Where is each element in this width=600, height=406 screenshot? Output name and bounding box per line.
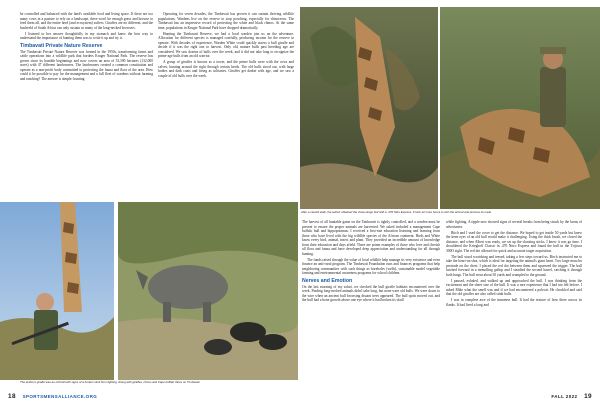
bottom-middle-column — [302, 220, 440, 304]
photo-caption: After a careful stalk, the author obtained the close-range bull with a .470 Nitro Express. It took 12 more hours to skin the animal and process its meat. — [301, 210, 492, 214]
paragraph: The bull stood scratching and tensed, taking a few steps toward us. Birch instructed me to take the heart-on shot, which is ideal for targeting the animal's giant heart. Two large muscles protrude on the chest. I placed the red dot between them and squeezed the trigger. The bull lurched forward in a tremolling gallop and I steadied the second barrel, catching it through both lungs. The bull went about 50 yards and crumpled to the ground. — [446, 254, 582, 277]
paragraph: The Timbavati Private Nature Reserve was formed in the 1950s, transforming farms and cattle operations into a wildlife park that borders Kruger National Park. The reserve has grown since its humble beginnings and now covers an area of 53,390 hectares (132,000 acres) with 47 different landowners. The landowners created a common constitution and operate as a non-profit body committed to protecting the fauna and flora of the area. How could it be possible to pay for the management and a full fleet of wardens without farming and ranching? The answer is simple: hunting. — [20, 49, 153, 81]
paragraph: I was in complete awe of the immense bull. It had the texture of how there across its flanks. It had lived a long and — [446, 298, 582, 307]
issue-label: FALL 2022 — [551, 394, 578, 399]
site-name: SPORTSMENSALLIANCE.ORG — [22, 394, 98, 399]
paragraph: On the last morning of my safari, we checked the bull giraffe habitats encountered over the week. Finding long-necked animals didn't take long, but none were old bulls. We were down to the wire when an ancient bull browsing distant trees appeared. The bull spots moved out, and the bull had a bone growth above one eye where it had broken its skull — [302, 284, 440, 302]
paragraph: be controlled and balanced with the land's available food and living space. If there are too many cows in a pasture to rely on a landscape, there won't be enough grass and browse to feed them all, and the entire herd (and ecosystem) suffers. Giraffes are no different, and the bushveld of South Africa can only sustain so many of the long-necked browsers. — [20, 12, 153, 30]
section-heading: Timbavati Private Nature Reserve — [20, 42, 103, 49]
paragraph: The funds raised through the value of local wildlife help manage its very existence and even finance an anti-rural program. The Timbavati Foundation runs and finances programs that help neighboring communities with such things as boreholes (wells), sustainable model vegetable farming and environmental awareness programs for school children. — [302, 257, 440, 275]
paragraph: Bitch and I used the cover to get the distance. We hoped to get inside 50 yards but knew the keen eyes of an old bull would make it challenging. Using the thick brush, we closed the distance, and when Albert was ready, we set up the shooting sticks. I knew it was go time. I shouldered the Krieghoff Classic in .470 Nitro Express and found the bull in the Trijicon 300O sight. The red dot allowed for quick and accurate target acquisition. — [446, 230, 582, 253]
paragraph: Hunting the Timbavati Reserve, we had a local warden join us on the adventure. Allocation for different species is managed carefully, producing income for the reserve to operate. With decades of experience, Warden White could quickly assess a bull giraffe and decide if it was the right one to harvest. Only old, mature bulls past breeding age are considered. We saw dozens of bulls over the week, and it did not take long to recognize the prime-age bulls from an old warrior. — [158, 31, 294, 58]
page-number: 18 — [8, 393, 16, 400]
paragraph: I listened to her answer thoughtfully in my stomach and knew the best way to understand the importance of hunting them was to write it up and try it. — [20, 31, 153, 40]
footer-right — [551, 393, 592, 400]
left-top-column — [20, 12, 153, 83]
photo-rhinos-buffalo — [118, 202, 298, 380]
section-heading: Nerves and Emotion — [302, 277, 353, 284]
photo-hunter-with-giraffe — [0, 202, 114, 380]
paragraph: Operating for seven decades, the Timbavati has proven it can sustain thriving wildlife populations. Wardens live on the reserve to stop poaching, especially for rhinoceros. The Timbavati has an impressive record of protecting the white and black rhinos. At the same time, populations in Kruger National Park have dropped dramatically. — [158, 12, 294, 30]
bottom-right-column — [446, 220, 582, 309]
paragraph: while fighting. A ripple now showed signs of several breaks from being struck by the horns of adversaries. — [446, 220, 582, 229]
photo-giraffe-close — [300, 7, 438, 209]
middle-top-column — [158, 12, 294, 80]
paragraph: The harvest of all huntable game on the Timbavati is tightly controlled, and a warden must be present to ensure the proper animals are harvested. We asked included a management Cape buffalo bull and hippopotamus. I received a first-rate education listening and learning from those who have lived with the big wildlife species of the African continent. Birds and White know every bird, animal, insect and plant. They provided an incredible amount of knowledge from their education and days afield. There are prime examples of those who love and cherish all flora and fauna and have developed deep appreciation and understanding for all through hunting. — [302, 220, 440, 256]
page-number: 19 — [584, 393, 592, 400]
paragraph: A group of giraffes is known as a tower, and the prime bulls were with the cows and calves, hunting around the right through certain herds. The old bulls stood out, with large bodies and dark coats and living as solitaries. Giraffes get darker with age, and we saw a couple of old bulls over the week. — [158, 60, 294, 78]
photo-caption: The author's giraffe was an old bull with signs of a broken skull from fighting. Along with giraffes, rhinos and Cape buffalo thrive on Timbavati. — [20, 380, 201, 384]
footer-left — [8, 393, 97, 400]
paragraph: I paused, exhaled, and walked up and approached the bull. I was thinking from the excitement and the sheer size of the bull. It was a rare experience that I had not felt before. I asked Mike what the smell was and if we had encountered a polecat. He chuckled and said that the old giraffes are also called stink bulls. — [446, 278, 582, 296]
photo-hunter-giraffe — [440, 7, 600, 209]
